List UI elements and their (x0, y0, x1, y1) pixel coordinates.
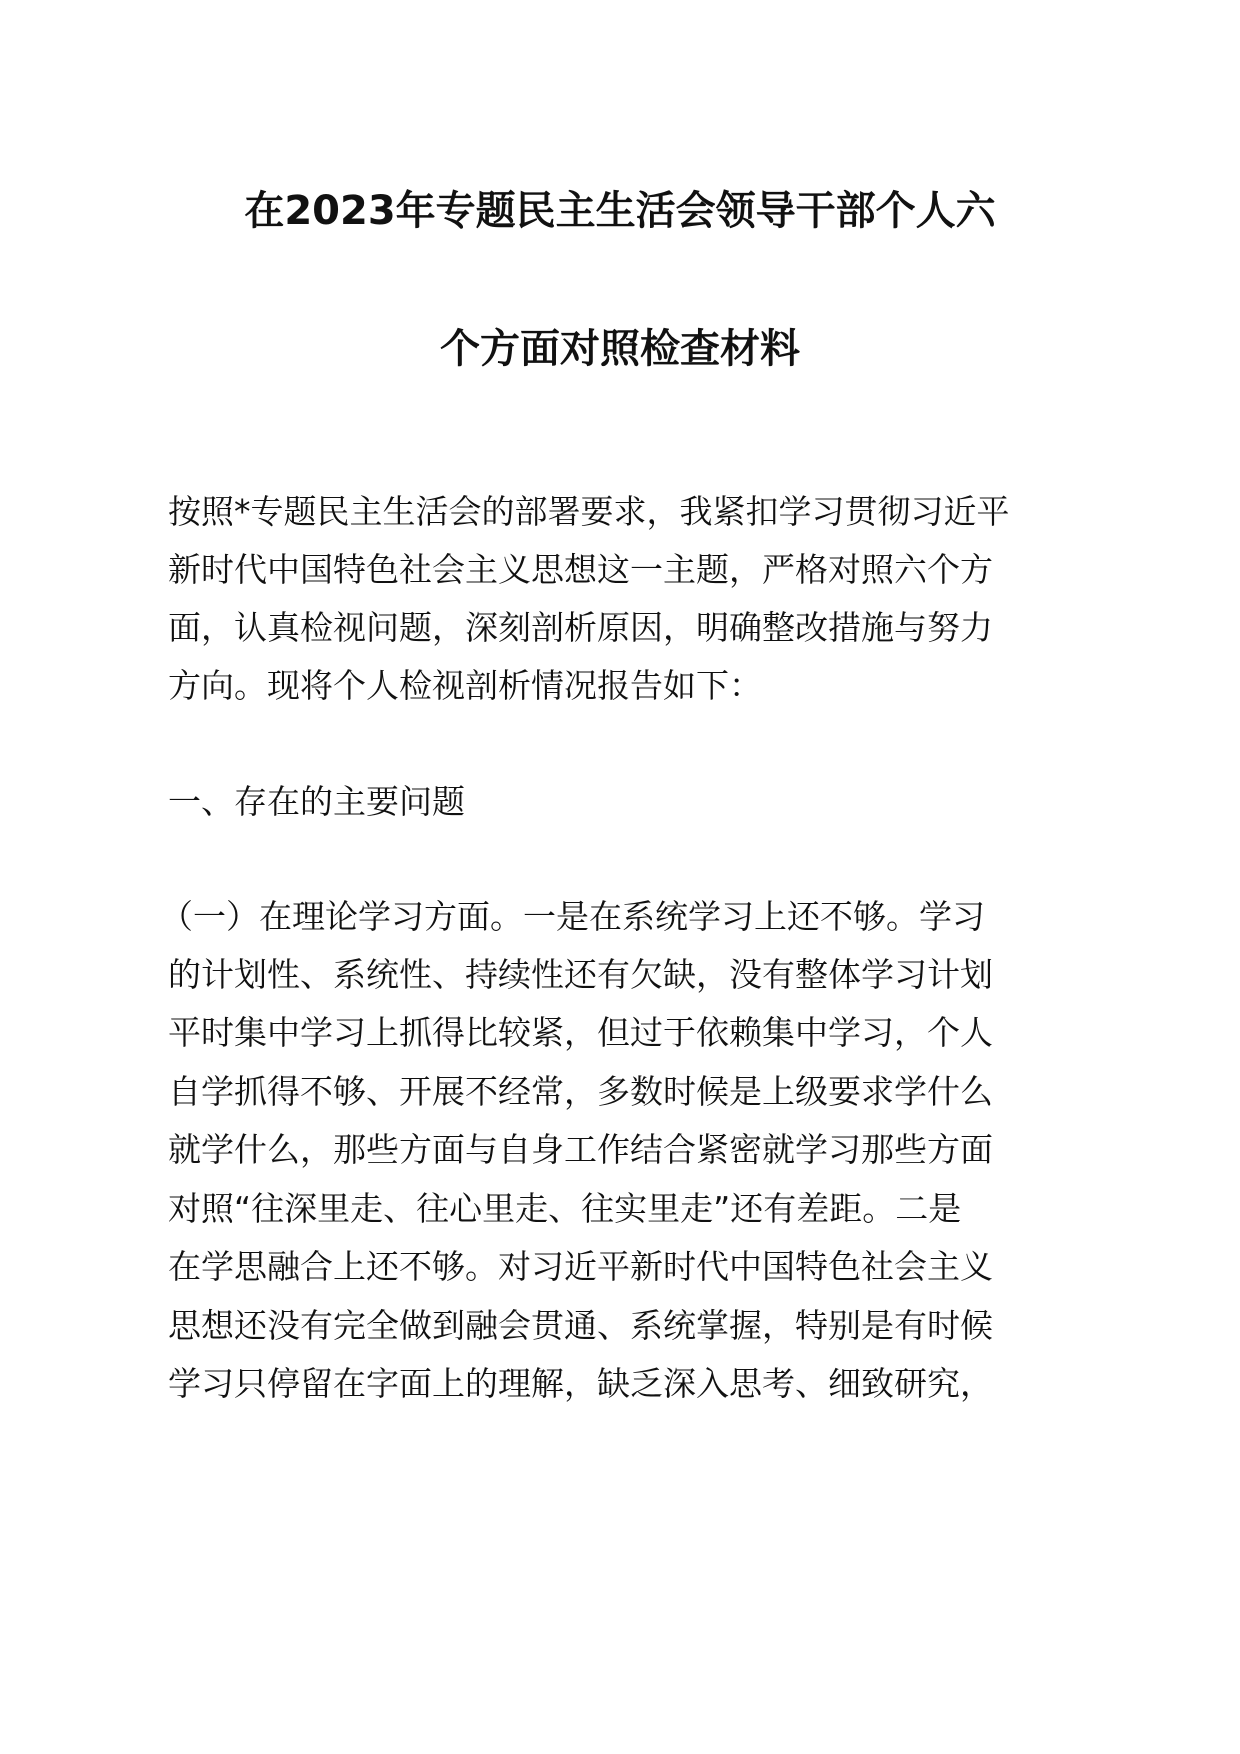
text-line: 方向。现将个人检视剖析情况报告如下： (168, 666, 762, 705)
text-line: 的计划性、系统性、持续性还有欠缺，没有整体学习计划 (168, 955, 993, 994)
section-heading: 一、存在的主要问题 (168, 782, 465, 821)
text-line: 面，认真检视问题，深刻剖析原因，明确整改措施与努力 (168, 608, 993, 647)
text-line: 对照“往深里走、往心里走、往实里走”还有差距。二是 (168, 1189, 962, 1228)
text-line: 在学思融合上还不够。对习近平新时代中国特色社会主义 (168, 1247, 993, 1286)
text-line: 按照*专题民主生活会的部署要求，我紧扣学习贯彻习近平 (168, 492, 1010, 531)
text-line: 新时代中国特色社会主义思想这一主题，严格对照六个方 (168, 550, 993, 589)
text-line: （一）在理论学习方面。一是在系统学习上还不够。学习 (160, 897, 985, 936)
document-title-line-2: 个方面对照检查材料 (440, 326, 800, 372)
document-title-line-1: 在2023年专题民主生活会领导干部个人六 (244, 188, 996, 234)
text-line: 学习只停留在字面上的理解，缺乏深入思考、细致研究， (168, 1364, 993, 1403)
text-line: 思想还没有完全做到融会贯通、系统掌握，特别是有时候 (168, 1306, 993, 1345)
text-line: 就学什么，那些方面与自身工作结合紧密就学习那些方面 (168, 1130, 993, 1169)
text-line: 平时集中学习上抓得比较紧，但过于依赖集中学习，个人 (168, 1013, 993, 1052)
text-line: 自学抓得不够、开展不经常，多数时候是上级要求学什么 (168, 1072, 993, 1111)
